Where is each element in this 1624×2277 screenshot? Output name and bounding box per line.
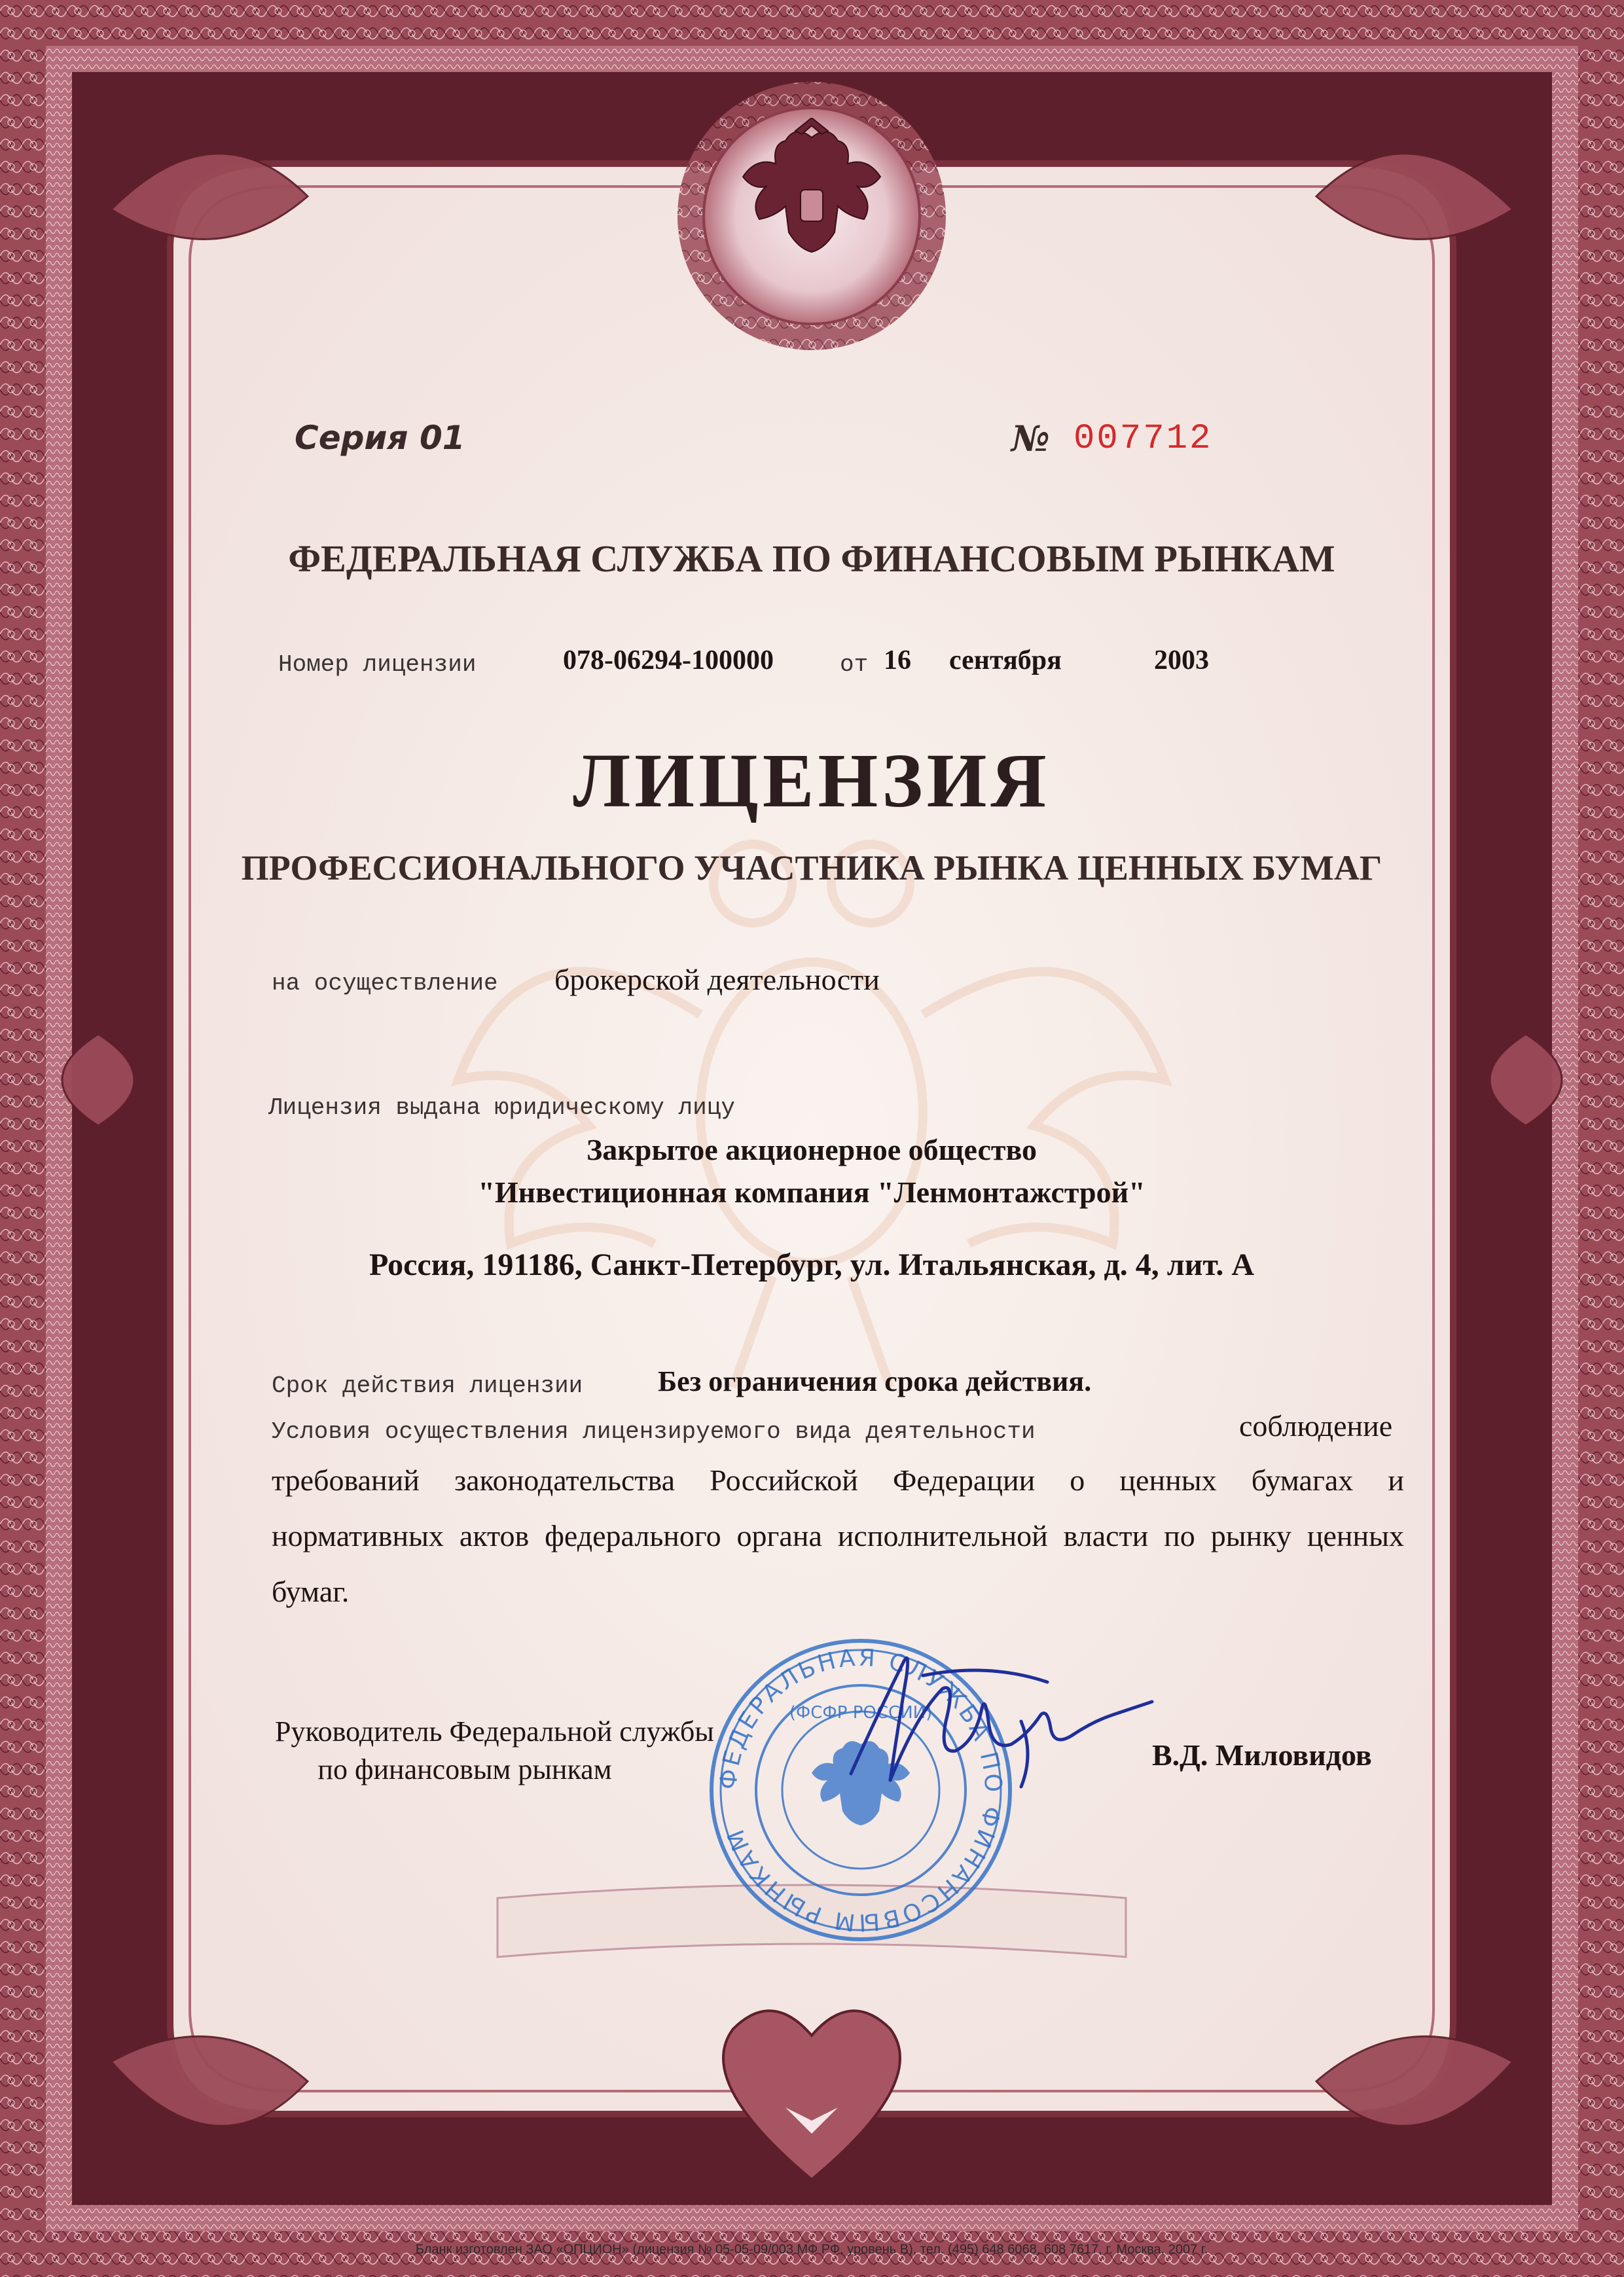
validity-label: Срок действия лицензии — [272, 1372, 583, 1399]
conditions-line2: требований законодательства Российской Федерации о ценных бумагах и — [272, 1463, 1404, 1497]
signatory-name: В.Д. Миловидов — [1152, 1738, 1372, 1772]
activity-value: брокерской деятельности — [554, 963, 880, 996]
validity-value: Без ограничения срока действия. — [658, 1365, 1092, 1397]
footer-fine-print: Бланк изготовлен ЗАО «ОПЦИОН» (лицензия № 05-05-09/003 МФ РФ, уровень В), тел. (495) 648 6068, 608 7617, г. Москва, 2007 г. — [415, 2242, 1208, 2257]
signatory-title-line1: Руководитель Федеральной службы — [275, 1715, 714, 1748]
issued-to-label: Лицензия выдана юридическому лицу — [268, 1094, 735, 1121]
date-from-label: от — [840, 651, 869, 678]
company-address: Россия, 191186, Санкт-Петербург, ул. Итальянская, д. 4, лит. А — [369, 1247, 1254, 1282]
authority-heading: ФЕДЕРАЛЬНАЯ СЛУЖБА ПО ФИНАНСОВЫМ РЫНКАМ — [288, 537, 1335, 580]
signature — [825, 1636, 1165, 1813]
license-number-label: Номер лицензии — [278, 651, 477, 678]
activity-label: на осуществление — [272, 970, 498, 997]
number-sign: № — [1011, 418, 1050, 459]
blank-number: 007712 — [1074, 419, 1213, 459]
conditions-line1: соблюдение — [1239, 1409, 1393, 1443]
series-label: Серия 01 — [295, 419, 465, 457]
license-number: 078-06294-100000 — [563, 645, 774, 675]
stamp-inner-text: (ФСФР РОССИИ) — [789, 1703, 933, 1723]
document-subtitle: ПРОФЕССИОНАЛЬНОГО УЧАСТНИКА РЫНКА ЦЕННЫХ БУМАГ — [241, 848, 1382, 887]
coat-of-arms-emblem — [730, 118, 893, 288]
company-name-line1: Закрытое акционерное общество — [586, 1133, 1037, 1166]
date-day: 16 — [884, 645, 911, 675]
conditions-line4: бумаг. — [272, 1575, 350, 1608]
company-name-line2: "Инвестиционная компания "Ленмонтажстрой" — [478, 1175, 1146, 1209]
conditions-label: Условия осуществления лицензируемого вида деятельности — [272, 1418, 1036, 1445]
signatory-title-line2: по финансовым рынкам — [317, 1753, 612, 1785]
document-title: ЛИЦЕНЗИЯ — [573, 738, 1051, 823]
stamp-ring-text: ФЕДЕРАЛЬНАЯ СЛУЖБА ПО ФИНАНСОВЫМ РЫНКАМ — [715, 1644, 1007, 1936]
conditions-line3: нормативных актов федерального органа исполнительной власти по рынку ценных — [272, 1519, 1404, 1552]
date-year: 2003 — [1154, 645, 1209, 675]
date-month: сентября — [949, 645, 1062, 675]
